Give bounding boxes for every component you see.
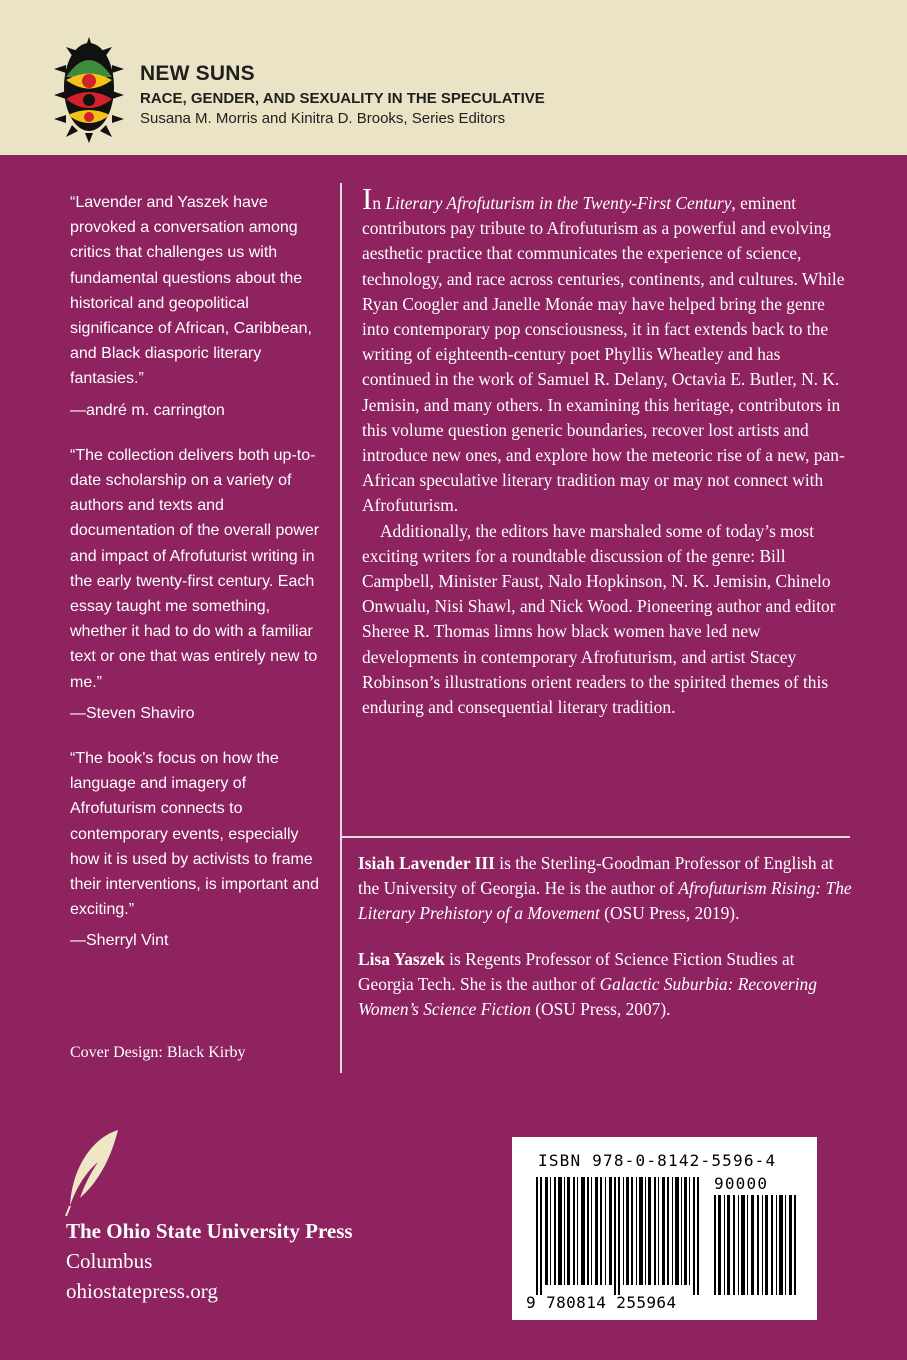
author-book-title: Galactic Suburbia: Recovering Women’s Science Fiction — [358, 973, 817, 1020]
blurb-attribution: —Steven Shaviro — [70, 704, 195, 722]
isbn-barcode — [512, 1137, 817, 1320]
isbn-text: ISBN 978-0-8142-5596-4 — [538, 1151, 777, 1170]
publisher-name: The Ohio State University Press — [66, 1219, 353, 1243]
description-paragraph — [362, 181, 852, 519]
barcode-digits: 9 780814 255964 — [526, 1293, 677, 1312]
publisher-website: ohiostatepress.org — [66, 1279, 218, 1303]
addon-barcode-bars — [714, 1195, 796, 1295]
author-name: Lisa Yaszek — [358, 948, 445, 969]
blurbs-column — [70, 190, 320, 954]
bio-text: (OSU Press, 2019). — [599, 903, 740, 924]
bio-text: is the Sterling-Goodman Professor of English at the University of Georgia. He is the author of — [358, 853, 834, 899]
description-lead: n — [372, 193, 386, 213]
book-title: Literary Afrofuturism in the Twenty-First Century — [385, 193, 732, 213]
description-paragraph: Additionally, the editors have marshaled some of today’s most exciting writers for a roundtable discussion of the genre: Bill Campbell, Minister Faust, Nalo Hopkinson, N. K. Jemisin, Chinelo Onwualu, Nisi Shawl, and Nick Wood. Pioneering author and editor Sheree R. Thomas limns how black women have led new developments in contemporary Afrofuturism, and artist Stacey Robinson’s illustrations orient readers to the spirited themes of this enduring and consequential literary tradition. — [362, 520, 836, 718]
blurb-quote: “The collection delivers both up-to-date scholarship on a variety of authors and texts and documentation of the overall power and impact of Afrofuturist writing in the early twenty-first century. Each essay taught me something, whether it had to do with a familiar text or one that was entirely new to me.” — [70, 446, 320, 691]
column-divider — [340, 183, 342, 1073]
barcode-price-code: 90000 — [714, 1174, 769, 1193]
bio-text: (OSU Press, 2007). — [530, 999, 671, 1020]
author-book-title: Afrofuturism Rising: The Literary Prehistory of a Movement — [358, 878, 852, 924]
new-suns-sun-logo-icon — [54, 37, 124, 143]
cover-design-credit: Cover Design: Black Kirby — [70, 1044, 246, 1061]
drop-cap: I — [362, 181, 373, 216]
publisher-city: Columbus — [66, 1249, 153, 1273]
description-text: , eminent contributors pay tribute to Afrofuturism as a powerful and evolving aesthetic practice that communicates the experience of science, technology, and race across centuries, continents, and cultures. While Ryan Coogler and Janelle Monáe may have helped bring the genre into contemporary pop consciousness, it in fact extends back to the writing of eighteenth-century poet Phyllis Wheatley and has continued in the work of Samuel R. Delany, Octavia E. Butler, N. K. Jemisin, and many others. In examining this heritage, contributors in this volume question generic boundaries, recover lost artists and introduce new ones, and explore how the meteoric rise of a new, pan-African speculative literary tradition may or may not connect with Afrofuturism. — [362, 193, 845, 516]
blurb-attribution: —andré m. carrington — [70, 401, 225, 419]
author-bio — [358, 851, 853, 927]
series-editors: Susana M. Morris and Kinitra D. Brooks, Series Editors — [140, 110, 506, 127]
feather-quill-icon — [62, 1128, 122, 1218]
blurb-quote: “Lavender and Yaszek have provoked a conversation among critics that challenges us with fundamental questions about the historical and geopolitical significance of African, Caribbean, and Black diasporic literary fantasies.” — [70, 194, 312, 388]
bio-text: is Regents Professor of Science Fiction Studies at Georgia Tech. She is the author of — [358, 948, 795, 994]
series-banner — [0, 0, 907, 155]
section-divider — [342, 836, 850, 838]
series-subtitle: RACE, GENDER, AND SEXUALITY IN THE SPECULATIVE — [140, 90, 545, 107]
ean-barcode-bars — [536, 1177, 699, 1295]
series-name: NEW SUNS — [140, 62, 255, 85]
book-description — [362, 181, 852, 720]
blurb-quote: “The book’s focus on how the language and imagery of Afrofuturism connects to contemporary events, especially how it is used by activists to frame their interventions, is important and exciting.” — [70, 750, 320, 919]
author-bios — [358, 851, 853, 1022]
blurb-attribution: —Sherryl Vint — [70, 932, 169, 950]
author-bio — [358, 947, 853, 1023]
author-name: Isiah Lavender III — [358, 853, 495, 873]
